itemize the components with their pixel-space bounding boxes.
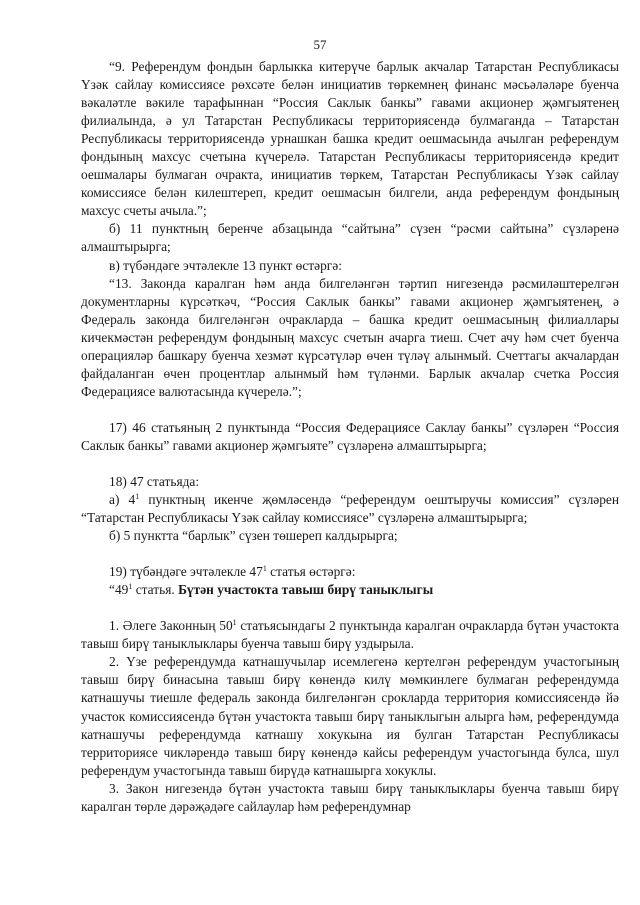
article-ref: “49 [109, 582, 129, 598]
paragraph-3-certificate: 3. Закон нигезендә бүтән участокта тавыш бирү таныклыклары буенча тавыш бирү каралган төрле дәрәҗәдәге сайлаулар һәм референдумнар [81, 780, 619, 814]
spacer [81, 455, 619, 473]
article-ref-suffix: статья. [132, 582, 179, 598]
paragraph-2-certificate: 2. Үзе референдумда катнашучылар исемлегенә кертелгән референдум участогының тавыш бирү бинасына тавыш бирү көнендә килү мөмкинлеге булмаган референдумда катнашучы тиешле федераль законда билгеләнгән срокларда территория комиссиясендә йә участок комиссиясендә бүтән участокта тавыш бирү таныклыгын алырга һәм, референдумда катнашучы референдумда катнашу хокукына ия булган Татарстан Республикасы территориясе чикләрендә тавыш бирү көнендә кайсы референдум участогында булса, шул референдум участогында тавыш бирүдә катнашырга хокуклы. [81, 654, 619, 778]
item-ref: а) 4 [109, 492, 136, 508]
article-49-1-heading [81, 581, 619, 599]
paragraph-13-quote: “13. Законда каралган һәм анда билгеләнгән тәртип нигезендә рәсмиләштерелгән документларны күрсәткәч, “Россия Саклык банкы” гавами акционер җәмгыятенең, ә Федераль законда билгеләнгән очракларда – башка кредит оешмасының филиаллары кичекмәстән референдум фондының махсус счетын ачарга тиеш. Счет ачу һәм счет буенча операцияләр башкару буенча хезмәт күрсәтүләр өчен түләү алынмый. Счеттагы акчалардан файдаланган өчен процентлар алынмый һәм түләнми. Барлык акчалар счетка Россия Федерациясе валютасында күчерелә.”; [81, 275, 619, 399]
article-title: Бүтән участокта тавыш бирү таныклыгы [178, 582, 434, 598]
paragraph-a-item-4-1 [81, 491, 619, 527]
spacer [81, 401, 619, 419]
item-ref: 19) түбәндәге эчтәлекле 47 [109, 564, 263, 580]
superscript: 1 [232, 618, 237, 628]
spacer [81, 545, 619, 563]
paragraph-b-item-11: б) 11 пунктның беренче абзацында “сайтына” сүзен “рәсми сайтына” сүзләренә алмаштырырга; [81, 221, 619, 255]
superscript: 1 [135, 492, 140, 502]
paragraph-19-article-47-1 [81, 563, 619, 581]
item-text: пунктның икенче җөмләсендә “референдум оештыручы комиссия” сүзләрен “Татарстан Республикасы Үзәк сайлау комиссиясе” сүзләренә алмаштырырга; [81, 492, 619, 526]
spacer [81, 599, 619, 617]
paragraph-b-item-5: б) 5 пунктта “барлык” сүзен төшереп калдырырга; [109, 528, 398, 544]
paragraph-v-item-13: в) түбәндәге эчтәлекле 13 пункт өстәргә: [109, 257, 342, 273]
item-text: 1. Әлеге Законның 50 [109, 618, 233, 634]
paragraph-18-article-47: 18) 47 статьяда: [109, 473, 200, 489]
page-number: 57 [313, 37, 327, 52]
item-text: статья өстәргә: [266, 564, 356, 580]
item-text: статьясындагы 2 пунктында каралган очракларда бүтән участокта тавыш бирү таныклыклары буенча тавыш бирү уздырыла. [81, 618, 619, 652]
superscript: 1 [262, 564, 267, 574]
document-body [81, 58, 619, 816]
paragraph-17-article-46: 17) 46 статьяның 2 пунктында “Россия Федерациясе Саклау банкы” сүзләрен “Россия Саклык банкы” гавами акционер җәмгыяте” сүзләренә алмаштырырга; [81, 419, 619, 453]
superscript: 1 [128, 582, 133, 592]
paragraph-1-certificate [81, 617, 619, 653]
paragraph-9-quote: “9. Референдум фондын барлыкка китерүче барлык акчалар Татарстан Республикасы Үзәк сайлау комиссиясе рөхсәте белән инициатив төркемнең финанс мәсьәләләре буенча вәкаләтле вәкиле тарафыннан “Россия Саклык банкы” гавами акционер җәмгыятенең филиалында, ә ул Татарстан Республикасы территориясендә булмаганда – Татарстан Республикасы территориясендә урнашкан башка кредит оешмасында ачылган референдум фондының махсус счетына күчерелә. Татарстан Республикасы территориясендә кредит оешмалары булмаган очракта, инициатив төркем, Татарстан Республикасы Үзәк сайлау комиссиясе белән килештереп, кредит оешмасын билгели, анда референдум фондының махсус счеты ачыла.”; [81, 59, 619, 219]
